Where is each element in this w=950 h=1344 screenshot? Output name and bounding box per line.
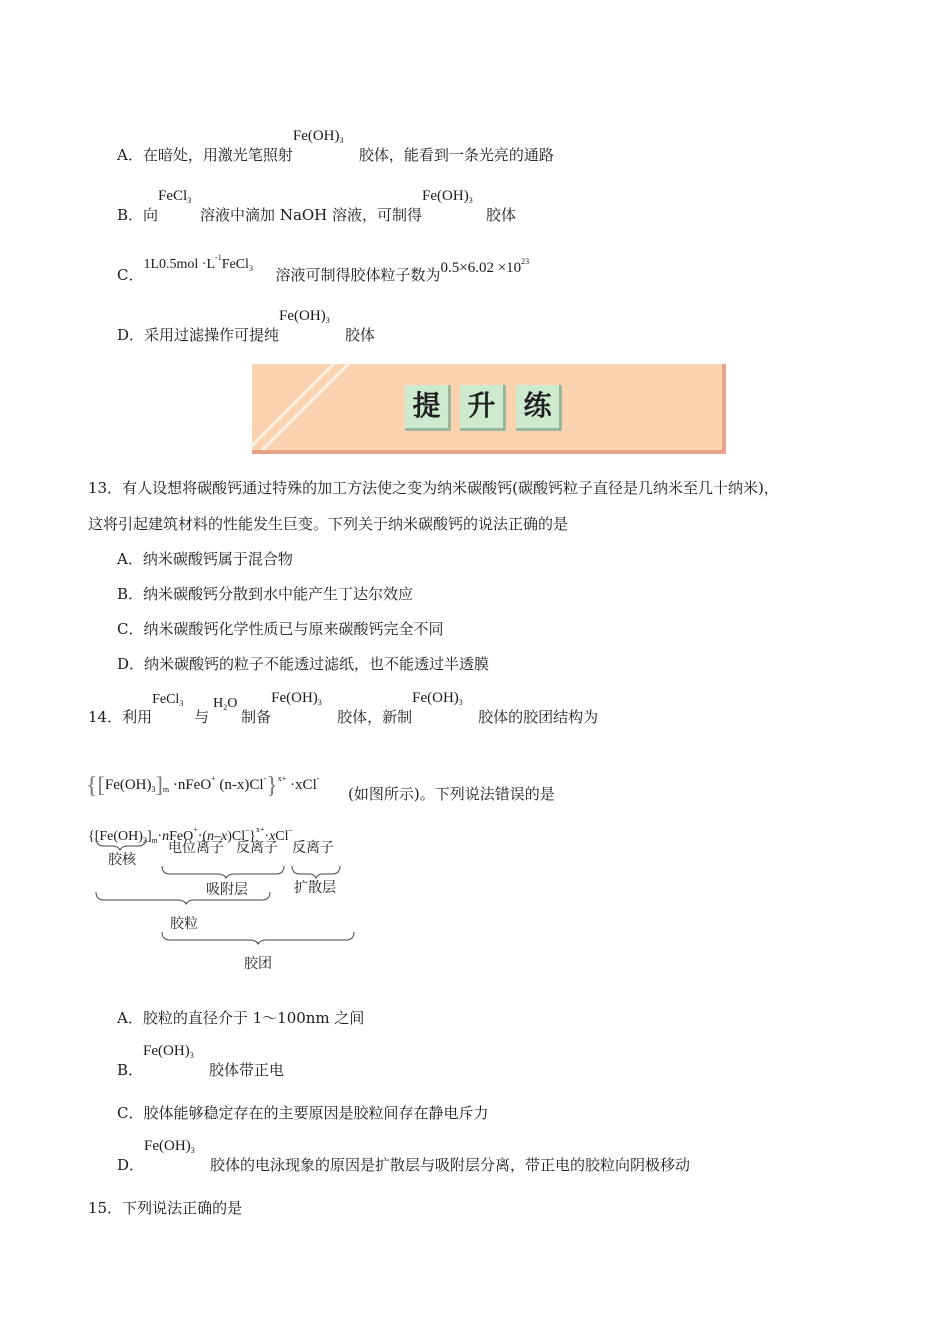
- q13-option-c: C．纳米碳酸钙化学性质已与原来碳酸钙完全不同: [117, 620, 444, 638]
- q12-option-b: B．向 FeCl$_3$ 溶液中滴加 NaOH 溶液，可制得 $Fe(OH)_3$ 胶体: [117, 188, 517, 224]
- practice-banner: [252, 364, 726, 454]
- q13-stem-line2: 这将引起建筑材料的性能发生巨变。下列关于纳米碳酸钙的说法正确的是: [88, 515, 569, 533]
- q12-option-c: C． $1L0.5mol \cdot L^{-1}FeCl_3$ 溶液可制得胶体粒子数为 $0.5\times 6.02 \times 10^{23}$: [117, 253, 530, 284]
- q12-option-d: D．采用过滤操作可提纯 $Fe(OH)_3$ 胶体: [117, 308, 376, 344]
- label-colloidal-particle: 胶粒: [170, 916, 198, 932]
- diagram-formula: $\{[Fe(OH)_3]_m\cdot nFeO^+\cdot(n-x)Cl^-\}^{x+}\cdot xCl^-$: [88, 825, 293, 845]
- q13-option-d: D．纳米碳酸钙的粒子不能透过滤纸，也不能透过半透膜: [117, 655, 490, 673]
- label-counter-ions-1: 反离子: [236, 840, 278, 856]
- label-adsorption-layer: 吸附层: [206, 882, 248, 898]
- banner-char-2: 升: [460, 385, 506, 431]
- banner-char-1: 提: [405, 385, 451, 431]
- micelle-formula-math: {$[Fe(OH)_3]_m$ ·nFeO+ (n-x)Cl-}$^{x+}$ ·xCl-: [86, 772, 320, 799]
- label-counter-ions-2: 反离子: [292, 840, 334, 856]
- q13-stem-line1: 13．有人设想将碳酸钙通过特殊的加工方法使之变为纳米碳酸钙(碳酸钙粒子直径是几纳米至几十纳米)，: [88, 479, 779, 497]
- label-core: 胶核: [108, 852, 136, 868]
- q14-option-b: B． $Fe(OH)_3$ 胶体带正电: [117, 1043, 285, 1079]
- label-micelle: 胶团: [244, 956, 272, 972]
- label-potential-ions: 电位离子: [168, 840, 224, 856]
- q12-option-a: A．在暗处，用激光笔照射 $Fe(OH)_3$ 胶体，能看到一条光亮的通路: [117, 128, 554, 164]
- micelle-structure-diagram: [88, 820, 368, 980]
- q14-micelle-formula: {$[Fe(OH)_3]_m$ ·nFeO+ (n-x)Cl-}$^{x+}$ ·xCl- (如图所示)。下列说法错误的是: [86, 772, 555, 803]
- label-diffuse-layer: 扩散层: [294, 880, 336, 896]
- q14-option-a: A．胶粒的直径介于 1～100nm 之间: [117, 1009, 365, 1027]
- q15-stem: 15．下列说法正确的是: [88, 1199, 243, 1217]
- q14-option-d: D． $Fe(OH)_3$ 胶体的电泳现象的原因是扩散层与吸附层分离，带正电的胶粒向阴极移动: [117, 1138, 691, 1174]
- q13-option-a: A．纳米碳酸钙属于混合物: [117, 550, 293, 568]
- banner-char-3: 练: [516, 385, 562, 431]
- q14-stem: 14．利用 FeCl$_3$ 与 $H_2O$ 制备 $Fe(OH)_3$ 胶体，新制 $Fe(OH)_3$ 胶体的胶团结构为: [88, 690, 599, 726]
- q14-option-c: C．胶体能够稳定存在的主要原因是胶粒间存在静电斥力: [117, 1104, 489, 1122]
- q13-option-b: B．纳米碳酸钙分散到水中能产生丁达尔效应: [117, 585, 414, 603]
